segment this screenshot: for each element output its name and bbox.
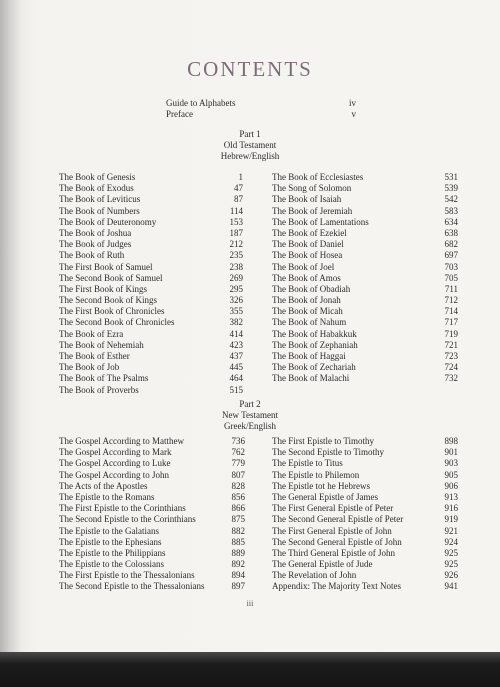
toc-entry-title: The First Epistle to the Thessalonians [59,570,195,581]
part1-languages: Hebrew/English [220,151,280,161]
toc-entry-title: The Second Epistle to the Thessalonians [59,581,205,592]
toc-entry-title: The Book of Genesis [59,172,136,182]
toc-entry-title: The Book of Nehemiah [59,339,144,350]
toc-entry-title: The Second General Epistle of Peter [272,514,404,525]
toc-entry [272,503,458,514]
toc-entry-title: The Book of Obadiah [272,283,351,294]
toc-entry-title: The Acts of the Apostles [59,480,148,491]
toc-entry-page: 898 [444,436,458,446]
toc-entry-page: 901 [444,447,458,458]
toc-entry-page: 382 [229,317,243,328]
page-title: CONTENTS [187,57,313,81]
toc-entry-title: The Epistle to the Romans [59,491,155,502]
toc-entry [272,351,458,362]
toc-entry [272,206,458,217]
toc-entry-title: The First Epistle to Timothy [272,436,375,446]
toc-entry-page: 638 [444,227,458,238]
toc-entry-page: 925 [444,547,458,558]
toc-entry-page: 882 [231,525,245,536]
toc-entry-page: 913 [444,491,458,502]
toc-entry-page: 153 [229,216,243,227]
toc-entry [59,206,245,217]
toc-entry-title: The Book of The Psalms [59,373,149,384]
toc-entry-page: 736 [231,436,245,446]
toc-entry [59,581,245,592]
toc-entry-title: The Second Epistle to the Corinthians [59,514,196,525]
toc-entry-title: The Revelation of John [272,570,357,581]
toc-entry-page: 445 [229,362,243,373]
toc-entry [59,194,245,205]
toc-entry-title: The First Book of Samuel [59,261,153,272]
toc-entry-title: The Book of Ecclesiastes [272,172,364,182]
toc-entry-page: 723 [444,351,458,361]
toc-entry-page: 724 [444,362,458,373]
toc-entry [272,548,458,559]
toc-entry-page: 828 [231,480,245,491]
toc-entry-page: 856 [231,491,245,502]
toc-entry-page: 531 [444,172,458,182]
toc-entry [59,458,245,469]
toc-entry [59,362,245,373]
toc-entry [59,373,245,384]
toc-entry [272,217,458,228]
toc-entry-title: The Book of Zephaniah [272,339,358,350]
toc-entry-page: 269 [229,272,243,283]
toc-entry-title: The Gospel According to Luke [59,458,171,469]
toc-entry [272,492,458,503]
toc-entry-title: The Book of Nahum [272,317,347,328]
toc-entry-title: The Third General Epistle of John [272,547,396,558]
toc-entry-page: 921 [444,525,458,536]
toc-entry-title: The Epistle to the Philippians [59,547,166,558]
toc-entry-title: The Epistle to Titus [272,458,343,469]
toc-entry [272,514,458,525]
toc-entry [59,537,245,548]
toc-entry [59,436,245,447]
toc-entry-title: The Book of Job [59,362,120,373]
toc-entry-title: The First Book of Chronicles [59,306,165,317]
toc-entry-page: 875 [231,514,245,525]
part2-number: Part 2 [239,399,261,409]
toc-entry [59,559,245,570]
toc-entry-page: 897 [231,581,245,592]
toc-entry [272,526,458,537]
toc-entry [272,537,458,548]
toc-entry-title: The Book of Exodus [59,183,134,194]
toc-entry-page: 721 [444,339,458,350]
toc-entry-title: The Book of Malachi [272,373,350,384]
toc-entry-page: 894 [231,570,245,581]
toc-entry-page: 903 [444,458,458,469]
toc-entry-title: The Book of Habakkuk [272,328,357,339]
toc-entry-title: Appendix: The Majority Text Notes [272,581,402,592]
toc-entry [272,228,458,239]
toc-entry [59,239,245,250]
toc-entry-page: 926 [444,570,458,581]
toc-entry-page: 703 [444,261,458,272]
toc-entry-title: The Epistle to the Colossians [59,559,164,570]
toc-entry-page: 682 [444,239,458,250]
toc-entry-page: 714 [444,306,458,317]
toc-entry-page: 634 [444,216,458,227]
toc-entry-title: The First Epistle to the Corinthians [59,503,186,514]
toc-entry-title: The General Epistle of James [272,491,378,502]
toc-entry-title: The Epistle to Philemon [272,469,360,480]
gutter-shadow [0,0,22,687]
toc-entry [272,470,458,481]
part1-testament: Old Testament [223,140,277,150]
toc-entry-title: The First Book of Kings [59,283,148,294]
toc-entry-title: The Book of Jonah [272,295,341,306]
toc-entry-title: The Book of Hosea [272,250,343,261]
toc-entry-page: 87 [234,194,243,205]
toc-entry [59,447,245,458]
toc-entry [272,262,458,273]
toc-entry-title: The Book of Ezekiel [272,227,347,238]
toc-entry-title: The Second Epistle to Timothy [272,447,385,458]
toc-entry-page: 187 [229,227,243,238]
toc-entry-title: The Book of Numbers [59,205,140,216]
toc-entry-page: 47 [234,183,243,194]
toc-entry-title: The Book of Zechariah [272,362,356,373]
toc-entry-page: 925 [444,559,458,570]
toc-entry-page: 437 [229,351,243,361]
toc-entry-title: The Gospel According to Mark [59,447,172,458]
toc-entry [272,570,458,581]
toc-entry [59,503,245,514]
toc-entry [59,351,245,362]
toc-entry [59,526,245,537]
toc-entry-title: The Book of Amos [272,272,341,283]
toc-entry [59,514,245,525]
toc-entry-page: 916 [444,503,458,514]
toc-entry [59,284,245,295]
toc-entry [272,447,458,458]
toc-entry-title: The Book of Ruth [59,250,125,261]
toc-entry [59,306,245,317]
toc-entry-title: The Book of Lamentations [272,216,369,227]
toc-entry-page: 1 [238,172,243,182]
toc-entry-page: 889 [231,547,245,558]
toc-entry [59,481,245,492]
toc-entry [59,217,245,228]
toc-entry [59,548,245,559]
toc-entry [272,559,458,570]
toc-entry-page: 355 [229,306,243,317]
toc-entry-page: 711 [444,283,458,294]
toc-entry [59,183,245,194]
toc-entry-page: 719 [444,328,458,339]
toc-entry-title: The Book of Leviticus [59,194,141,205]
toc-entry [272,373,458,384]
toc-entry-page: 919 [444,514,458,525]
toc-entry-page: 114 [229,205,243,216]
toc-entry-page: 238 [229,261,243,272]
toc-entry-page: 235 [229,250,243,261]
toc-entry-title: The Book of Joel [272,261,335,272]
toc-entry-title: The Book of Haggai [272,351,346,361]
toc-entry-page: 542 [444,194,458,205]
toc-entry-title: The Second Book of Kings [59,295,157,306]
part2-languages: Greek/English [224,421,276,431]
toc-entry [272,183,458,194]
page-number: iii [246,599,254,608]
toc-entry [59,273,245,284]
toc-entry-title: The First General Epistle of John [272,525,392,536]
part2-testament: New Testament [222,410,278,420]
toc-entry-title: The Book of Daniel [272,239,344,250]
toc-entry [59,340,245,351]
toc-entry [59,492,245,503]
front-matter-label: Preface [166,109,193,119]
toc-entry-title: The First General Epistle of Peter [272,503,394,514]
toc-entry-title: The General Epistle of Jude [272,559,373,570]
toc-entry-title: The Book of Isaiah [272,194,342,205]
toc-entry [272,581,458,592]
part2-left-column [59,436,245,593]
toc-entry [272,317,458,328]
toc-entry [272,194,458,205]
toc-entry-page: 697 [444,250,458,261]
toc-entry-title: The Second Book of Samuel [59,272,163,283]
toc-entry-page: 295 [229,283,243,294]
toc-entry-page: 779 [231,458,245,469]
part2-right-column [272,436,458,593]
scan-edge-shadow [0,652,500,687]
toc-entry-title: The Epistle tot he Hebrews [272,480,370,491]
toc-entry-title: The Epistle to the Galatians [59,525,159,536]
toc-entry [59,295,245,306]
toc-entry [59,385,245,396]
toc-entry-title: The Book of Judges [59,239,132,250]
toc-entry-title: The Book of Esther [59,351,130,361]
toc-entry-title: The Gospel According to Matthew [59,436,184,446]
toc-entry-title: The Song of Solomon [272,183,352,194]
toc-entry [272,273,458,284]
toc-entry-page: 717 [444,317,458,328]
toc-entry-page: 762 [231,447,245,458]
toc-entry [272,306,458,317]
toc-entry [272,481,458,492]
toc-entry [272,436,458,447]
toc-entry-title: The Book of Deuteronomy [59,216,157,227]
toc-entry-page: 892 [231,559,245,570]
toc-entry-title: The Book of Ezra [59,328,124,339]
toc-entry [272,239,458,250]
toc-entry [59,329,245,340]
toc-entry [272,329,458,340]
toc-entry-page: 732 [444,373,458,384]
toc-entry-page: 464 [229,373,243,384]
toc-entry-page: 885 [231,536,245,547]
toc-entry [272,250,458,261]
toc-entry [59,262,245,273]
toc-entry [272,458,458,469]
toc-entry-page: 712 [444,295,458,306]
toc-entry [272,172,458,183]
toc-entry-title: The Second General Epistle of John [272,536,402,547]
toc-entry-page: 583 [444,205,458,216]
toc-entry-title: The Book of Jeremiah [272,205,353,216]
toc-entry-page: 924 [444,536,458,547]
toc-entry-title: The Second Book of Chronicles [59,317,175,328]
toc-entry-page: 705 [444,272,458,283]
toc-entry-title: The Book of Micah [272,306,343,317]
toc-entry [59,317,245,328]
part1-number: Part 1 [239,129,261,139]
toc-entry [59,228,245,239]
front-matter-page: v [351,109,356,119]
toc-entry [272,362,458,373]
toc-entry [59,250,245,261]
toc-entry-page: 423 [229,339,243,350]
toc-entry-title: The Gospel According to John [59,469,169,480]
toc-entry-page: 539 [444,183,458,194]
toc-entry-page: 906 [444,480,458,491]
toc-entry-title: The Book of Proverbs [59,384,139,395]
toc-entry [59,570,245,581]
part1-left-column [59,172,245,396]
toc-entry-page: 414 [229,328,243,339]
part1-right-column [272,172,458,385]
toc-entry-page: 905 [444,469,458,480]
toc-entry [59,172,245,183]
toc-entry-title: The Epistle to the Ephesians [59,536,162,547]
toc-entry-page: 941 [444,581,458,592]
front-matter-page: iv [348,98,356,108]
toc-entry-page: 326 [229,295,243,306]
front-matter-label: Guide to Alphabets [166,98,236,108]
toc-entry-page: 212 [229,239,243,250]
toc-entry-title: The Book of Joshua [59,227,132,238]
toc-entry [272,295,458,306]
toc-entry [272,284,458,295]
toc-entry-page: 866 [231,503,245,514]
toc-entry [272,340,458,351]
toc-entry-page: 515 [229,384,243,395]
toc-entry [59,470,245,481]
toc-entry-page: 807 [231,469,245,480]
